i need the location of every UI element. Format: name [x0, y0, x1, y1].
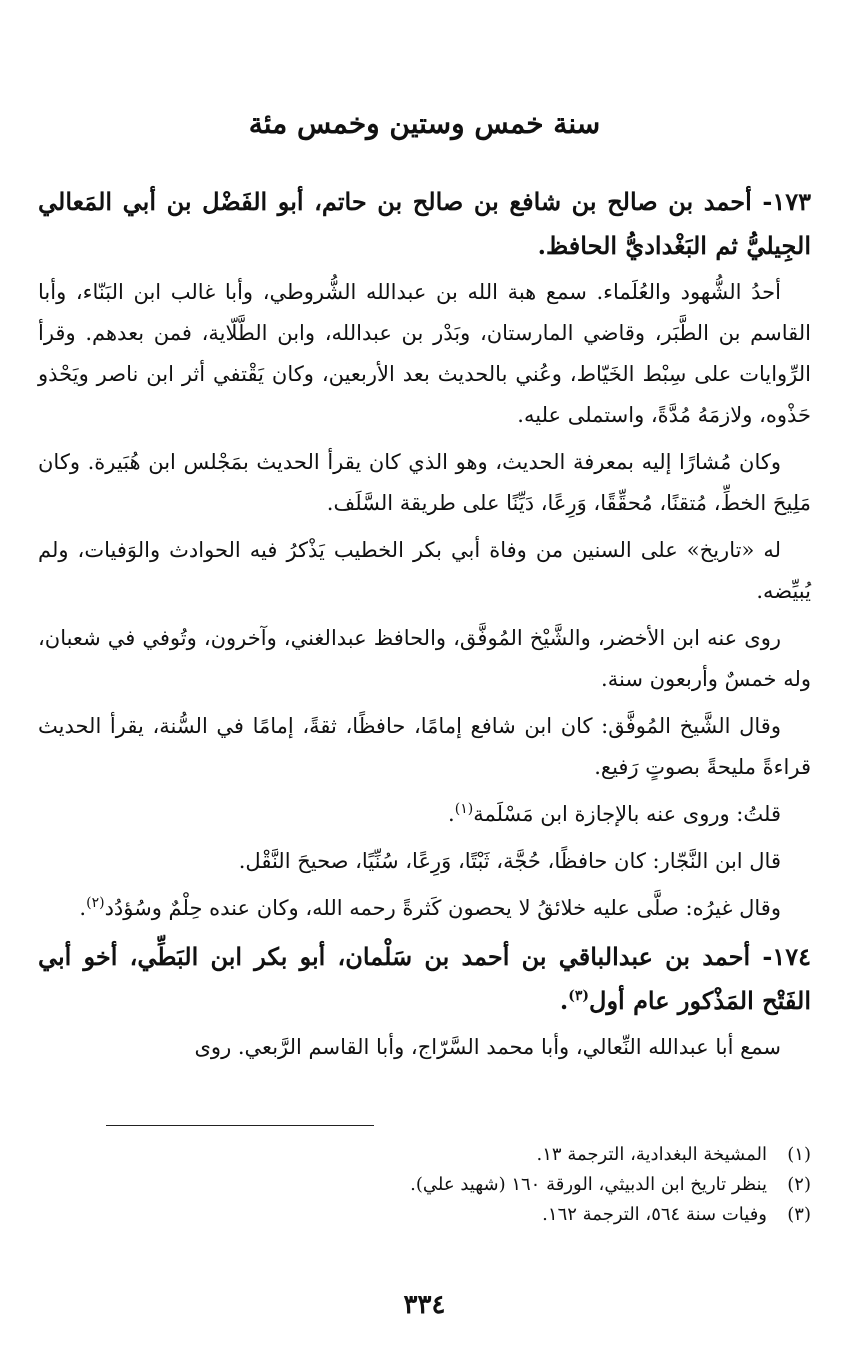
paragraph: له «تاريخ» على السنين من وفاة أبي بكر الخطيب يَذْكرُ فيه الحوادث والوَفيات، ولم يُبيِّضه. [38, 538, 811, 603]
paragraph: قلتُ: وروى عنه بالإجازة ابن مَسْلَمة$^{(١)}$. [448, 801, 781, 826]
footnote-text: المشيخة البغدادية، الترجمة ١٣. [536, 1144, 767, 1165]
footnote-text: ينظر تاريخ ابن الدبيثي، الورقة ١٦٠ (شهيد علي). [410, 1174, 767, 1195]
paragraph: وقال غيرُه: صلَّى عليه خلائقُ لا يحصون كَثرةً رحمه الله، وكان عنده حِلْمٌ وسُؤدُد$^{(٢)}$. [79, 895, 781, 920]
footnote-marker[interactable]: (١) [454, 801, 474, 817]
page-number: ٣٣٤ [403, 1290, 446, 1320]
footnote [38, 1140, 811, 1170]
paragraph: وقال الشَّيخ المُوفَّق: كان ابن شافع إمامًا، حافظًا، ثقةً، إمامًا في السُّنة، يقرأ الحديث قراءةً مليحةً بصوتٍ رَفيع. [38, 714, 811, 779]
footnote-number: (٢) [787, 1174, 811, 1195]
footnote-text: وفيات سنة ٥٦٤، الترجمة ١٦٢. [542, 1204, 767, 1225]
body-text [38, 180, 811, 1074]
footnote-marker[interactable]: (٣) [568, 988, 590, 1004]
entry-heading-174: ١٧٤- أحمد بن عبدالباقي بن أحمد بن سَلْمان، أبو بكر ابن البَطِّي، أخو أبي الفَتْح المَذْكور عام أول$^{(٣)}$. [38, 942, 811, 1015]
footnote-number: (٣) [787, 1204, 811, 1225]
entry-heading-173: ١٧٣- أحمد بن صالح بن شافع بن صالح بن حاتم، أبو الفَضْل بن أبي المَعالي الجِيليُّ ثم البَغْداديُّ الحافظ. [38, 187, 811, 260]
book-page [38, 0, 811, 1364]
footnote-number: (١) [787, 1144, 811, 1165]
paragraph: سمع أبا عبدالله النِّعالي، وأبا محمد السَّرّاج، وأبا القاسم الرَّبعي. روى [194, 1035, 781, 1059]
footnote-marker[interactable]: (٢) [86, 895, 105, 911]
paragraph: أحدُ الشُّهود والعُلَماء. سمع هبة الله بن عبدالله الشُّروطي، وأبا غالب ابن البَنّاء، وأبا القاسم بن الطَّبَر، وقاضي المارستان، وبَدْر بن عبدالله، وابن الطَّلّاية، فمن بعدهم. وقرأ الرِّوايات على سِبْط الخَيّاط، وعُني بالحديث بعد الأربعين، وكان يَقْتفي أثر ابن ناصر ويَحْذو حَذْوه، ولازمَهُ مُدَّةً، واستملى عليه. [38, 280, 811, 427]
section-title: سنة خمس وستين وخمس مئة [248, 107, 601, 140]
footnote [38, 1170, 811, 1200]
footnotes [38, 1140, 811, 1230]
paragraph: قال ابن النَّجّار: كان حافظًا، حُجَّة، ثَبْتًا، وَرِعًا، سُنِّيًا، صحيحَ النَّقْل. [238, 849, 781, 873]
footnote [38, 1200, 811, 1230]
footnote-divider [106, 1125, 374, 1126]
paragraph: روى عنه ابن الأخضر، والشَّيْخ المُوفَّق، والحافظ عبدالغني، وآخرون، وتُوفي في شعبان، وله خمسٌ وأربعون سنة. [38, 626, 811, 691]
paragraph: وكان مُشارًا إليه بمعرفة الحديث، وهو الذي كان يقرأ الحديث بمَجْلس ابن هُبَيرة. وكان مَلِيحَ الخطِّ، مُتقنًا، مُحقِّقًا، وَرِعًا، دَيِّنًا على طريقة السَّلَف. [38, 450, 811, 515]
